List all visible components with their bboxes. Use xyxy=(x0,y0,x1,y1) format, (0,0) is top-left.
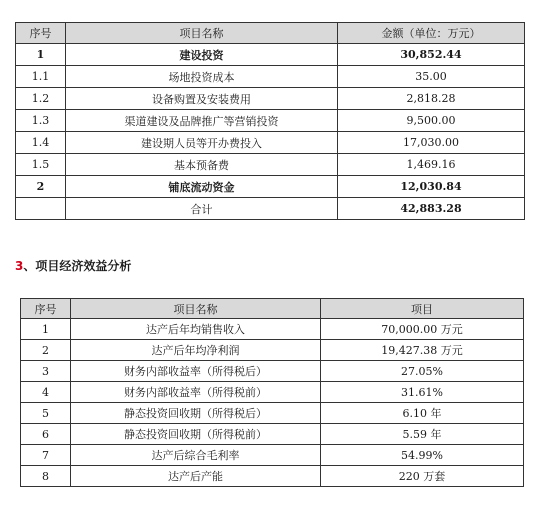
row-no: 2 xyxy=(21,340,71,361)
row-name: 渠道建设及品牌推广等营销投资 xyxy=(66,110,338,132)
column-header-no: 序号 xyxy=(16,23,66,44)
table-row xyxy=(16,44,525,66)
row-no: 8 xyxy=(21,466,71,487)
row-name: 合计 xyxy=(66,198,338,220)
row-amount: 35.00 xyxy=(338,66,525,88)
row-no: 1 xyxy=(16,44,66,66)
row-name: 建设期人员等开办费投入 xyxy=(66,132,338,154)
row-amount: 42,883.28 xyxy=(338,198,525,220)
row-name: 建设投资 xyxy=(66,44,338,66)
column-header-value: 项目 xyxy=(321,299,524,319)
row-amount: 12,030.84 xyxy=(338,176,525,198)
row-no: 1.5 xyxy=(16,154,66,176)
row-value: 6.10 年 xyxy=(321,403,524,424)
row-value: 27.05% xyxy=(321,361,524,382)
row-amount: 9,500.00 xyxy=(338,110,525,132)
table-row xyxy=(21,403,524,424)
column-header-name: 项目名称 xyxy=(71,299,321,319)
table-row xyxy=(16,154,525,176)
table-row xyxy=(16,132,525,154)
row-no: 3 xyxy=(21,361,71,382)
table-row xyxy=(16,176,525,198)
row-no: 1.3 xyxy=(16,110,66,132)
row-value: 54.99% xyxy=(321,445,524,466)
row-no: 1.2 xyxy=(16,88,66,110)
row-value: 70,000.00 万元 xyxy=(321,319,524,340)
row-amount: 1,469.16 xyxy=(338,154,525,176)
row-name: 达产后产能 xyxy=(71,466,321,487)
economic-benefit-table xyxy=(20,298,524,487)
row-amount: 17,030.00 xyxy=(338,132,525,154)
row-name: 财务内部收益率（所得税后） xyxy=(71,361,321,382)
section-heading xyxy=(15,257,131,274)
table-row xyxy=(16,66,525,88)
row-value: 31.61% xyxy=(321,382,524,403)
row-no: 1.1 xyxy=(16,66,66,88)
row-name: 达产后综合毛利率 xyxy=(71,445,321,466)
row-no: 7 xyxy=(21,445,71,466)
column-header-amount: 金额（单位：万元） xyxy=(338,23,525,44)
table-row xyxy=(16,88,525,110)
table-header-row xyxy=(16,23,525,44)
row-no: 2 xyxy=(16,176,66,198)
column-header-no: 序号 xyxy=(21,299,71,319)
row-no: 1 xyxy=(21,319,71,340)
row-name: 设备购置及安装费用 xyxy=(66,88,338,110)
row-name: 场地投资成本 xyxy=(66,66,338,88)
table-row xyxy=(16,110,525,132)
table-row xyxy=(21,361,524,382)
table-header-row xyxy=(21,299,524,319)
row-name: 财务内部收益率（所得税前） xyxy=(71,382,321,403)
table-row xyxy=(21,466,524,487)
row-name: 铺底流动资金 xyxy=(66,176,338,198)
table-row xyxy=(21,340,524,361)
row-no: 4 xyxy=(21,382,71,403)
row-value: 220 万套 xyxy=(321,466,524,487)
table-row xyxy=(21,382,524,403)
section-number: 3 xyxy=(15,259,24,273)
row-name: 静态投资回收期（所得税后） xyxy=(71,403,321,424)
table-row xyxy=(21,445,524,466)
row-value: 19,427.38 万元 xyxy=(321,340,524,361)
investment-table xyxy=(15,22,525,220)
column-header-name: 项目名称 xyxy=(66,23,338,44)
row-amount: 30,852.44 xyxy=(338,44,525,66)
table-total-row xyxy=(16,198,525,220)
table-row xyxy=(21,319,524,340)
row-no: 5 xyxy=(21,403,71,424)
row-no xyxy=(16,198,66,220)
row-name: 达产后年均净利润 xyxy=(71,340,321,361)
table-row xyxy=(21,424,524,445)
row-amount: 2,818.28 xyxy=(338,88,525,110)
row-value: 5.59 年 xyxy=(321,424,524,445)
row-no: 6 xyxy=(21,424,71,445)
row-no: 1.4 xyxy=(16,132,66,154)
section-title: 、项目经济效益分析 xyxy=(23,259,132,273)
row-name: 基本预备费 xyxy=(66,154,338,176)
row-name: 静态投资回收期（所得税前） xyxy=(71,424,321,445)
row-name: 达产后年均销售收入 xyxy=(71,319,321,340)
